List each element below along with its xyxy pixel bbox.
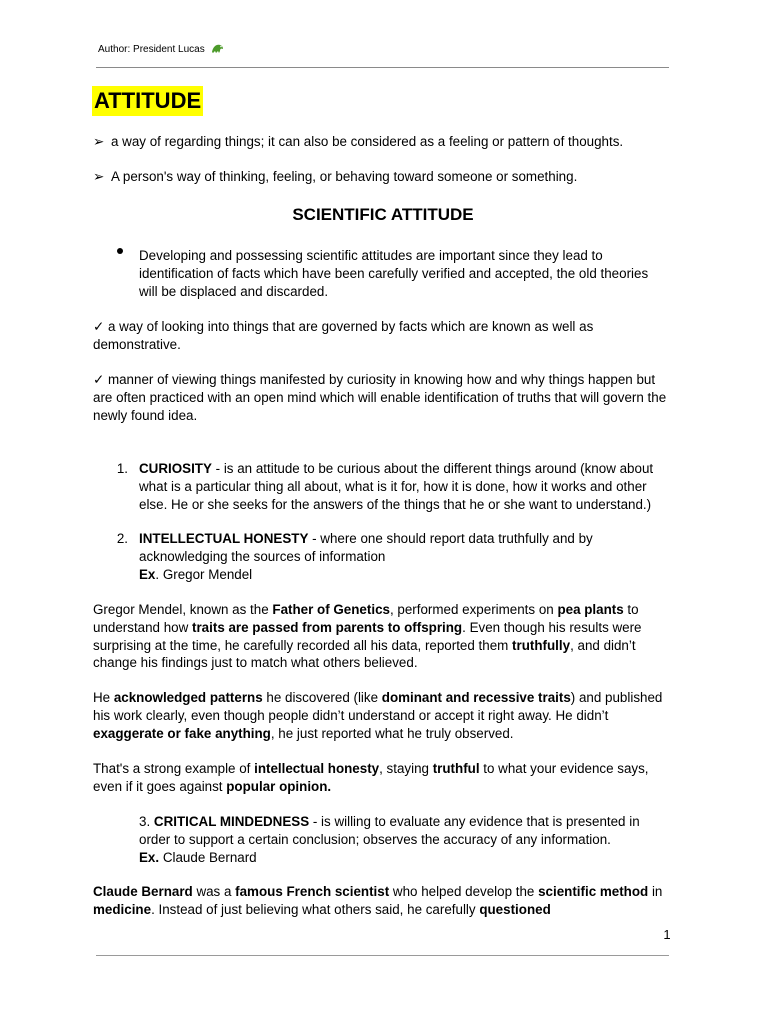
list-number: 1. bbox=[116, 461, 128, 476]
example-label: Ex bbox=[139, 566, 156, 582]
list-number: 3. bbox=[139, 814, 151, 829]
check-icon: ✓ bbox=[93, 319, 108, 334]
check-paragraph: ✓ manner of viewing things manifested by curiosity in knowing how and why things happen but are often practiced with an open mind which will enable identification of truths that will govern the newly found idea. bbox=[93, 372, 667, 423]
paragraph: That's a strong example of intellectual honesty, staying truthful to what your evidence says, even if it goes against popular opinion. bbox=[93, 761, 649, 794]
check-paragraph: ✓ a way of looking into things that are governed by facts which are known as well as demonstrative. bbox=[93, 319, 594, 352]
header-divider bbox=[96, 67, 669, 68]
footer-divider bbox=[96, 955, 669, 956]
definition-line: ➢ A person's way of thinking, feeling, or behaving toward someone or something. bbox=[93, 169, 578, 184]
bullet-paragraph: Developing and possessing scientific attitudes are important since they lead to identification of facts which have been carefully verified and accepted, the old theories will be displaced and discarded. bbox=[139, 248, 649, 299]
crocodile-icon bbox=[211, 43, 224, 59]
list-term: INTELLECTUAL HONESTY bbox=[139, 531, 309, 546]
paragraph: Gregor Mendel, known as the Father of Genetics, performed experiments on pea plants to understand how traits are passed from parents to offspring. Even though his results were surprising at the time, he carefully recorded all his data, reported them truthfully, and didn’t change his findings just to match what others believed. bbox=[93, 602, 642, 671]
list-item: 3. CRITICAL MINDEDNESS - is willing to evaluate any evidence that is presented in order to support a certain conclusion; observes the accuracy of any information. Ex. Claude Bernard bbox=[139, 814, 640, 865]
author-header bbox=[98, 43, 224, 59]
section-title: SCIENTIFIC ATTITUDE bbox=[292, 205, 474, 224]
list-term: CURIOSITY bbox=[139, 461, 212, 476]
arrow-bullet-icon: ➢ bbox=[93, 134, 105, 149]
bullet-dot-icon bbox=[117, 248, 123, 254]
list-term: CRITICAL MINDEDNESS bbox=[153, 814, 310, 829]
check-icon: ✓ bbox=[93, 372, 108, 387]
arrow-bullet-icon: ➢ bbox=[93, 169, 105, 184]
page-number: 1 bbox=[663, 927, 671, 942]
list-number: 2. bbox=[116, 531, 128, 546]
author-text: Author: President Lucas bbox=[98, 44, 205, 55]
paragraph: He acknowledged patterns he discovered (like dominant and recessive traits) and published his work clearly, even though people didn’t understand or accept it right away. He didn’t exaggerate or fake anything, he just reported what he truly observed. bbox=[93, 690, 663, 741]
example-label: Ex. bbox=[139, 849, 160, 865]
paragraph: Claude Bernard was a famous French scientist who helped develop the scientific method in medicine. Instead of just believing what others said, he carefully questioned bbox=[93, 884, 663, 917]
list-item: INTELLECTUAL HONESTY - where one should report data truthfully and by acknowledging the sources of information Ex. Gregor Mendel bbox=[139, 531, 593, 582]
definition-line: ➢ a way of regarding things; it can also be considered as a feeling or pattern of thoughts. bbox=[93, 134, 624, 149]
page-title: ATTITUDE bbox=[92, 86, 203, 116]
list-item: CURIOSITY - is an attitude to be curious about the different things around (know about what is a particular thing all about, what is it for, how it is done, how it works and other else. He or she seeks for the answers of the things that he or she want to understand.) bbox=[139, 461, 654, 512]
